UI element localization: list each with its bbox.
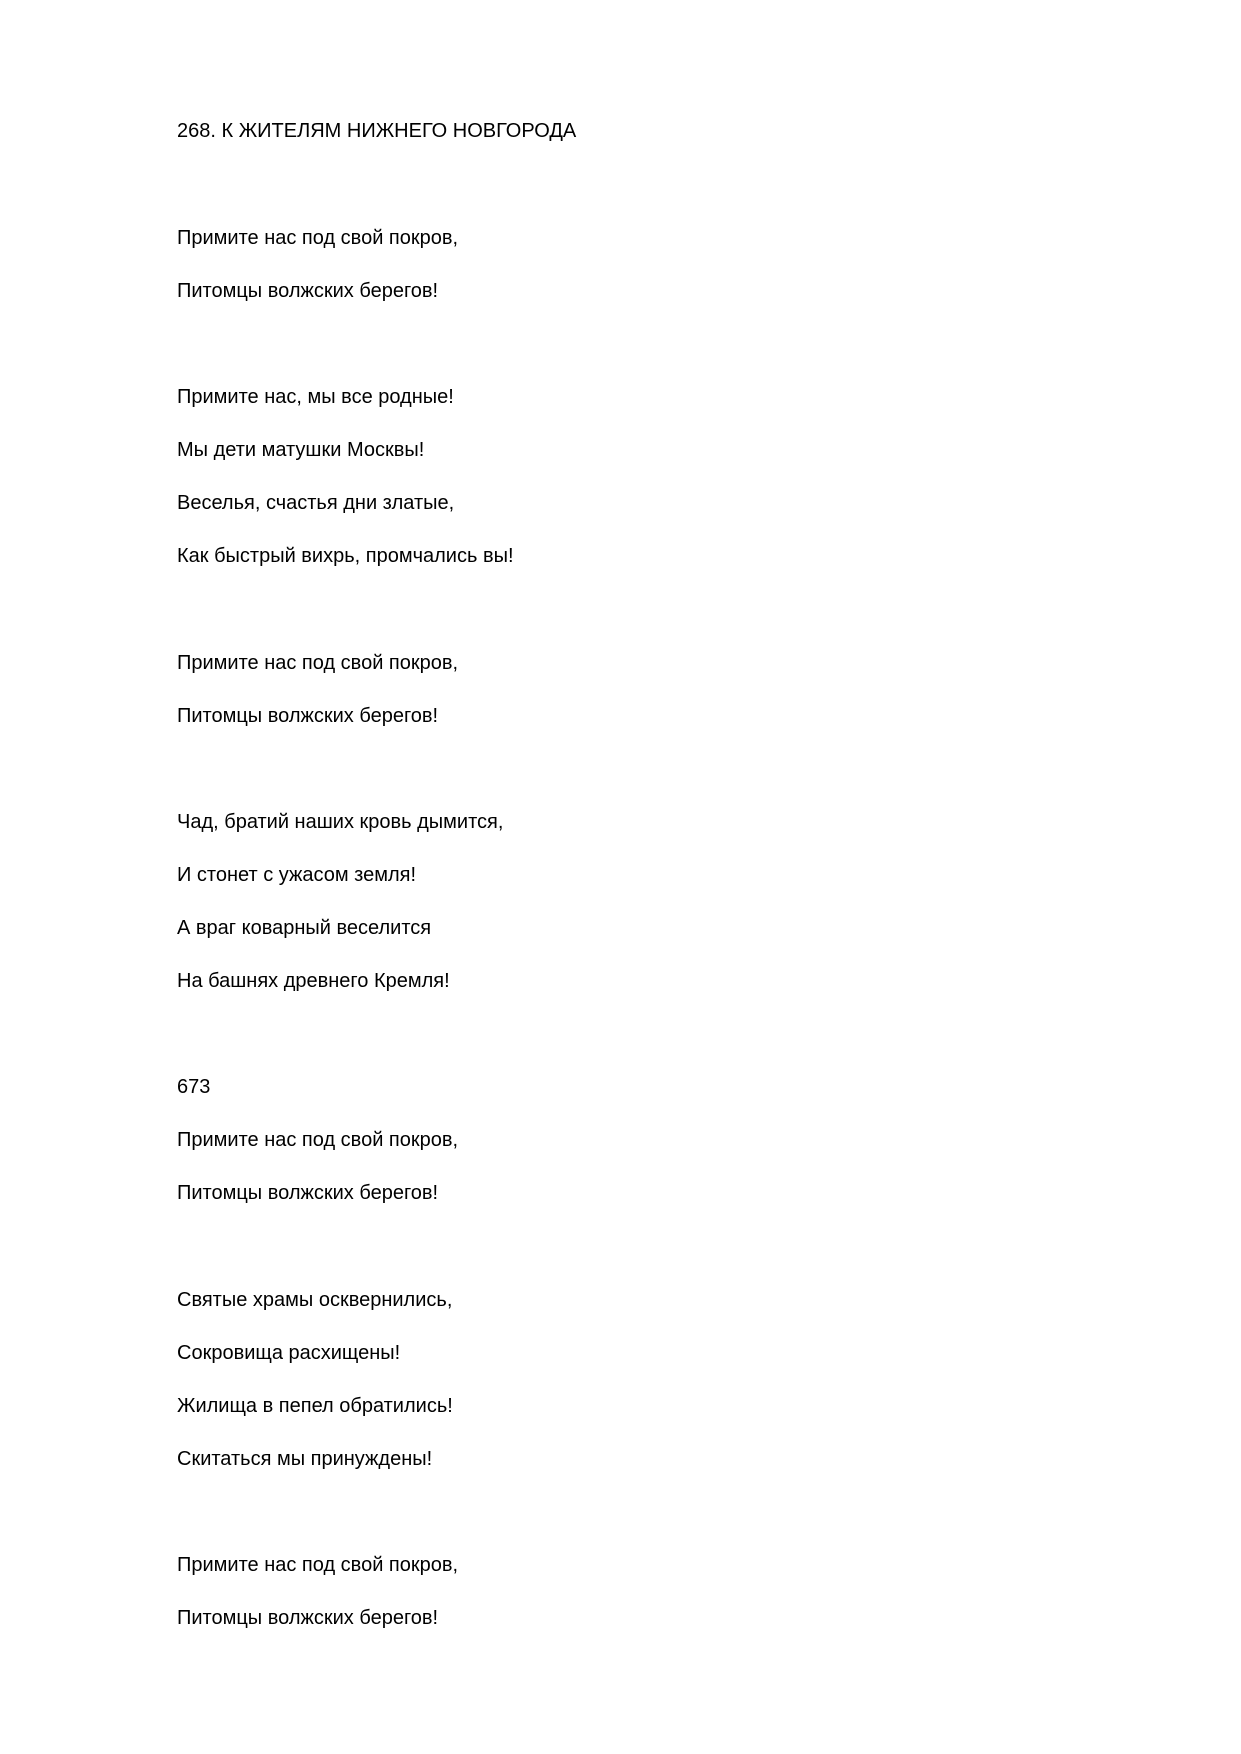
- poem-line: Веселья, счастья дни златые,: [177, 492, 455, 514]
- poem-line: Сокровища расхищены!: [177, 1342, 401, 1364]
- page-number: 673: [177, 1076, 211, 1098]
- poem-title: 268. К ЖИТЕЛЯМ НИЖНЕГО НОВГОРОДА: [177, 120, 577, 142]
- poem-line: Питомцы волжских берегов!: [177, 705, 439, 727]
- poem-line: Чад, братий наших кровь дымится,: [177, 811, 504, 833]
- poem-line: Примите нас под свой покров,: [177, 1129, 459, 1151]
- poem-line: Питомцы волжских берегов!: [177, 1182, 439, 1204]
- poem-line: Жилища в пепел обратились!: [177, 1395, 453, 1417]
- poem-line: Как быстрый вихрь, промчались вы!: [177, 545, 514, 567]
- poem-line: Питомцы волжских берегов!: [177, 280, 439, 302]
- poem-line: Примите нас под свой покров,: [177, 1554, 459, 1576]
- poem-line: А враг коварный веселится: [177, 917, 432, 939]
- poem-line: Примите нас, мы все родные!: [177, 386, 454, 408]
- poem-line: Скитаться мы принуждены!: [177, 1448, 433, 1470]
- poem-line: На башнях древнего Кремля!: [177, 970, 450, 992]
- poem-line: Примите нас под свой покров,: [177, 227, 459, 249]
- poem-line: Мы дети матушки Москвы!: [177, 439, 425, 461]
- poem-line: И стонет с ужасом земля!: [177, 864, 417, 886]
- poem-line: Примите нас под свой покров,: [177, 652, 459, 674]
- poem-line: Святые храмы осквернились,: [177, 1289, 453, 1311]
- poem-line: Питомцы волжских берегов!: [177, 1607, 439, 1629]
